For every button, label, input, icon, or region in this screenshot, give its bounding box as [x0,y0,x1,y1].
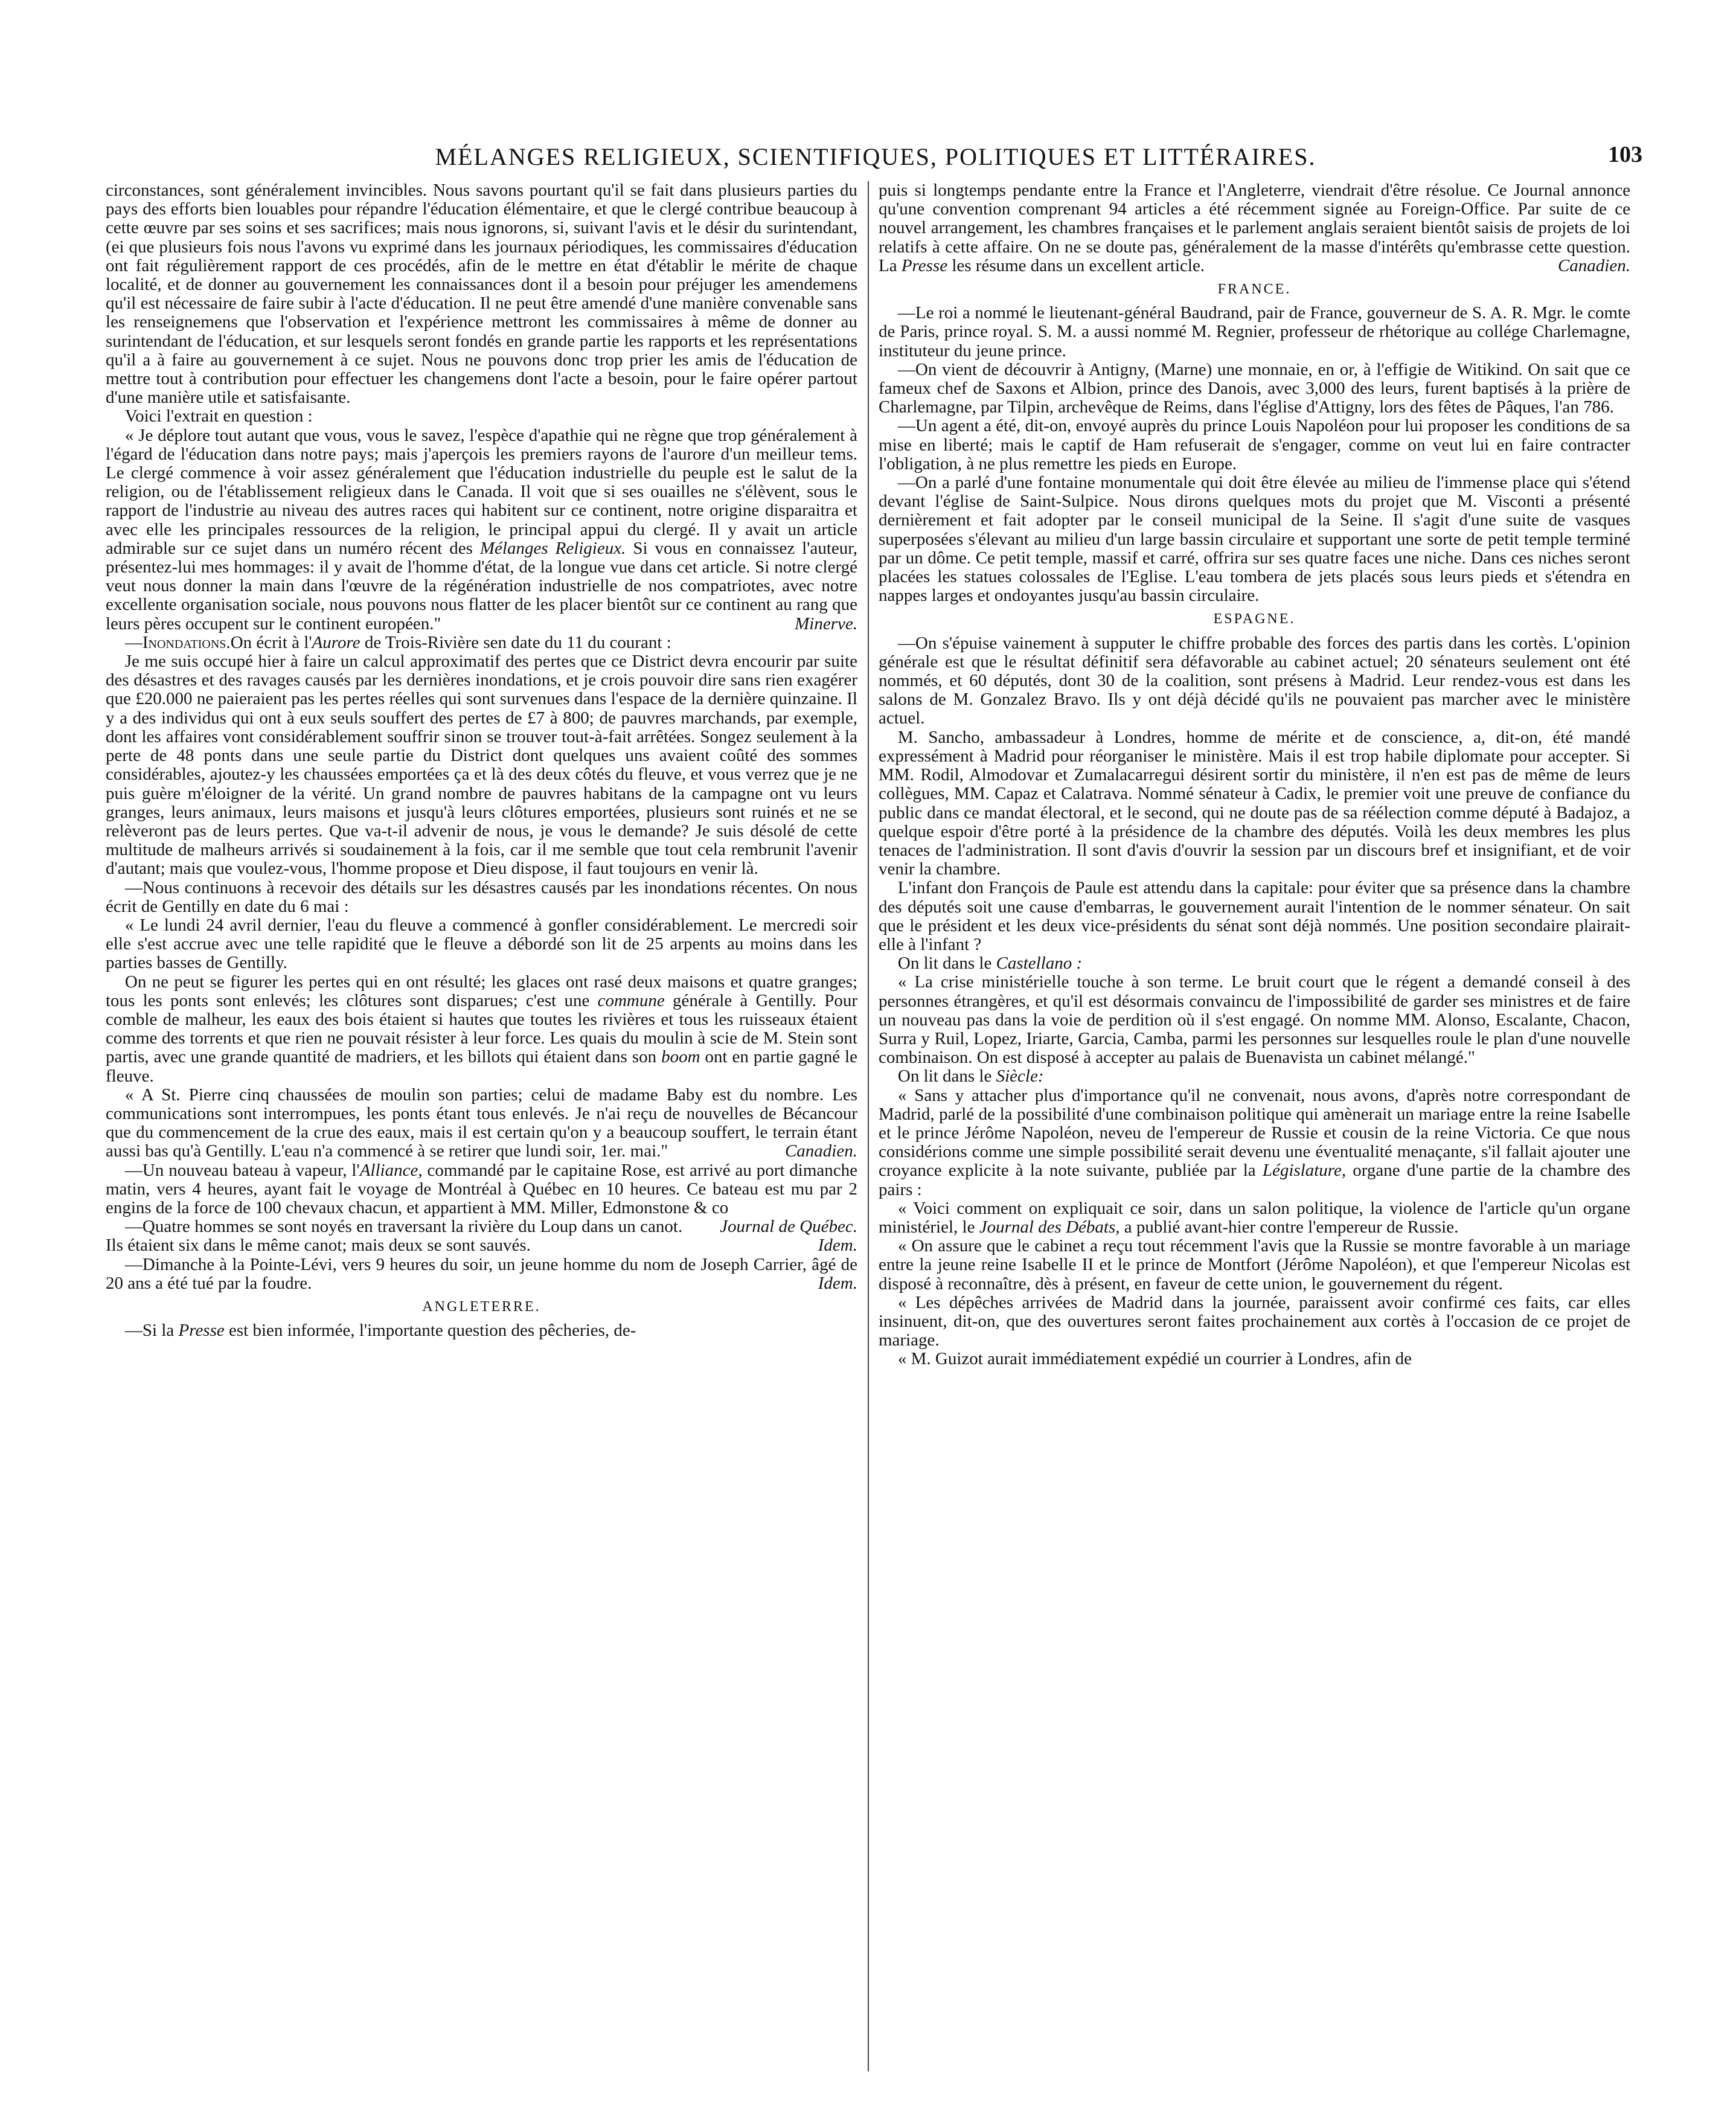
text-run: —Quatre hommes se sont noyés en traversant la rivière du Loup dans un canot. Ils étaient six dans le même canot; mais deux se sont sauvés. [106,1217,683,1255]
article-paragraph [106,973,857,1086]
article-paragraph: Voici l'extrait en question : [124,406,313,426]
source-signature: Canadien. [784,1141,857,1161]
section-heading-angleterre: ANGLETERRE. [422,1298,541,1315]
page-header [109,138,1642,174]
article-paragraph [106,1321,857,1340]
article-paragraph [879,1067,1630,1086]
section-heading-france: FRANCE. [1217,281,1292,298]
text-run: « A St. Pierre cinq chaussées de moulin son parties; celui de madame Baby est du nombre. Les communications sont interrompues, les ponts étant tous enlevés. Je n'ai reçu de nouvelles de Bécancour que du commencement de la crue des eaux, mais il est certain qu'on y a beaucoup souffert, le terrain étant aussi bas qu'à Gentilly. L'eau n'a commencé à se retirer que lundi soir, 1er. mai." [106,1085,857,1161]
text-run: —Si la [124,1321,175,1341]
text-run: est bien informée, l'importante question des pêcheries, de- [229,1321,636,1341]
quoted-paragraph: « Les dépêches arrivées de Madrid dans la journée, paraissent avoir confirmé ces faits, car elles insinuent, dit-on, que des ouvertures seront faites prochainement aux cortès à l'occasion de ce projet de mariage. [879,1292,1630,1350]
article-paragraph: L'infant don François de Paule est attendu dans la capitale: pour éviter que sa présence dans la chambre des députés soit une cause d'embarras, le gouvernement aurait l'intention de le nommer sénateur. On sait que le président et les deux vice-présidents du sénat sont déjà nommés. Une position secondaire plairait-elle à l'infant ? [879,878,1630,954]
column-divider [868,181,869,2071]
article-paragraph: —On a parlé d'une fontaine monumentale qui doit être élevée au milieu de l'immense place qui s'étend devant l'église de Saint-Sulpice. Nous dirons quelques mots du projet que M. Visconti a présenté dernièrement et fait adopter par le conseil municipal de la Seine. Il s'agit d'une suite de vasques superposées s'élevant au milieu d'un large bassin circulaire et supportant une sorte de petit temple terminé par un dôme. Ce petit temple, massif et carré, offrira sur ses quatre faces une niche. Dans ces niches seront placées les statues colossales de l'Eglise. L'eau tombera de jets placés sous leurs pieds et s'étendra en nappes larges et ondoyantes jusqu'au bassin circulaire. [879,473,1630,606]
text-run: de Trois-Rivière sen date du 11 du courant : [364,632,671,652]
quoted-paragraph [879,1199,1630,1237]
italic-run: Castellano : [996,954,1083,973]
source-signature: Journal de Québec. [720,1217,857,1237]
text-run: « Voici comment on expliquait ce soir, dans un salon politique, la violence de l'article qu'un organe ministériel, le [879,1198,1630,1237]
quoted-paragraph [879,1086,1630,1199]
text-run: On écrit à l' [230,632,312,652]
italic-run: commune [597,990,665,1010]
article-paragraph: Je me suis occupé hier à faire un calcul approximatif des pertes que ce District devra encourir par suite des désastres et des ravages causés par les dernières inondations, et je crois pouvoir dire sans rien exagérer que £20.000 ne paieraient pas les pertes réelles qui sont survenues dans l'espace de la dernière quinzaine. Il y a des individus qui ont à eux seuls souffert des pertes de £7 à 800; de pauvres marchands, par exemple, dont les affaires vont considérablement souffrir sinon se trouver tout-à-fait arrêtées. Songez seulement à la perte de 48 ponts dans une seule partie du District dont quelques uns avaient coûté des sommes considérables, ajoutez-y les chaussées emportées ça et là des deux côtés du fleuve, et vous verrez que je ne puis guère m'éloigner de la vérité. Un grand nombre de pauvres habitans de la campagne ont vu leurs granges, leurs animaux, leurs maisons et jusqu'à leurs clôtures emportées, plusieurs sont ruinés et ne se relèveront pas de leurs pertes. Que va-t-il advenir de nous, je vous le demande? Je suis désolé de cette multitude de malheurs arrivés si soudainement à la fois, car il me semble que tout cela rembrunit l'avenir d'autant; mais que voulez-vous, l'homme propose et Dieu dispose, il faut toujours en venir là. [106,652,857,879]
italic-run: Presse [901,255,948,275]
italic-run: Alliance, [359,1160,423,1180]
article-paragraph [106,1086,857,1161]
text-run: On ne peut se figurer les pertes qui en ont résulté; les glaces ont rasé deux maisons et quatre granges; tous les ponts sont enlevés; les clôtures sont disparues; c'est une [106,972,857,1010]
page-number: 103 [1608,142,1642,167]
text-run: On lit dans le [897,1066,992,1086]
text-run: les résume dans un excellent article. [952,255,1205,275]
text-run: générale à Gentilly. Pour comble de malheur, les eaux des bois étaient si hautes que toutes les rivières et tous les ruisseaux étaient comme des torrents et que rien ne pouvait résister à leur force. Les quais du moulin à scie de M. Stein sont partis, avec une grande quantité de madriers, et les billots qui étaient dans son [106,990,857,1067]
text-run: a publié avant-hier contre l'empereur de Russie. [1124,1217,1459,1237]
article-paragraph: —Nous continuons à recevoir des détails sur les désastres causés par les inondations récentes. On nous écrit de Gentilly en date du 6 mai : [106,877,857,916]
right-column [879,181,1630,2071]
italic-run: Aurore [312,632,360,652]
article-paragraph: —On vient de découvrir à Antigny, (Marne) une monnaie, en or, à l'effigie de Witikind. On sait que ce fameux chef de Saxons et Albion, prince des Danois, avec 3,000 des leurs, furent baptisés à la prière de Charlemagne, par Tilpin, archevêque de Reims, dans l'église d'Attigny, lors des fêtes de Pâques, l'an 786. [879,359,1630,417]
source-signature: Canadien. [1557,255,1630,275]
left-column [106,181,857,2071]
quoted-letter [106,426,857,633]
text-run: organe d'une partie de la chambre des pairs : [879,1161,1630,1199]
text-run: « Sans y attacher plus d'importance qu'il ne convenait, nous avons, d'après notre correspondant de Madrid, parlé de la possibilité d'une combinaison politique qui amènerait un mariage entre la reine Isabelle et le prince Jérôme Napoléon, neveu de l'empereur de Russie et cousin de la reine Victoria. Ce que nous considérions comme une simple possibilité serait devenu une éventualité menaçante, s'il fallait ajouter une croyance explicite à la note suivante, publiée par la [879,1085,1630,1181]
quoted-paragraph: « On assure que le cabinet a reçu tout récemment l'avis que la Russie se montre favorable à un mariage entre la jeune reine Isabelle II et le prince de Montfort (Jérôme Napoléon), et que l'empereur Nicolas est disposé à reconnaître, dès à présent, en faveur de cette union, le gouvernement du régent. [879,1236,1630,1294]
section-heading-espagne: ESPAGNE. [1213,611,1296,627]
italic-run: boom [661,1047,700,1067]
quoted-paragraph: « M. Guizot aurait immédiatement expédié un courrier à Londres, afin de [897,1349,1412,1369]
article-paragraph: M. Sancho, ambassadeur à Londres, homme de mérite et de conscience, a, dit-on, été mandé expressément à Madrid pour réorganiser le ministère. Mais il est trop habile diplomate pour accepter. Si MM. Rodil, Almodovar et Zumalacarregui désirent sortir du ministère, il n'en est pas de même de leurs collègues, MM. Capaz et Calatrava. Nommé sénateur à Cadix, le premier voit une preuve de confiance du public dans ce mandat électoral, et le second, qui ne doute pas de sa réélection comme député à Badajoz, a quelque espoir d'être porté à la présidence de la chambre des députés. Voilà les deux membres les plus tenaces de l'administration. Il sont d'avis d'ouvrir la session par un discours bref et insignifiant, et de voir venir la chambre. [879,727,1630,879]
text-run: —Un nouveau bateau à vapeur, l' [124,1160,360,1180]
text-run: commandé par le capitaine Rose, est arrivé au port dimanche matin, vers 4 heures, ayant fait le voyage de Montréal à Québec en 10 heures. Ce bateau est mu par 2 engins de la force de 100 chevaux chacun, et appartient à MM. Miller, Edmonstone & co [106,1160,857,1217]
article-paragraph: circonstances, sont généralement invincibles. Nous savons pourtant qu'il se fait dans plusieurs parties du pays des efforts bien louables pour répandre l'éducation élémentaire, et que le clergé contribue beaucoup à cette œuvre par ses soins et ses sacrifices; mais nous ignorons, si, suivant l'avis et le désir du surintendant, (ei que plusieurs fois nous l'avons vu exprimé dans les journaux périodiques, les commissaires d'éducation ont fait régulièrement rapport de ces procédés, afin de le mettre en état d'établir le mérite de chaque localité, et de donner au gouvernement les connaissances dont il a besoin pour préjuger les amendemens qu'il est nécessaire de faire subir à l'acte d'éducation. Il ne peut être amendé d'une manière convenable sans les renseignemens que l'observation et l'expérience mettront les commissaires à même de donner au surintendant de l'éducation, et sur lesquels seront fondés en grande partie les rapports et les représentations qu'il a à faire au gouvernement à ce sujet. Nous ne pouvons donc trop prier les amis de l'éducation de mettre tout à contribution pour effectuer les changemens dont l'acte a besoin, pour le faire opérer partout d'une manière utile et satisfaisante. [106,181,857,408]
source-signature: Minerve. [795,614,857,633]
text-run: —Dimanche à la Pointe-Lévi, vers 9 heures du soir, un jeune homme du nom de Joseph Carrier, âgé de 20 ans a été tué par la foudre. [106,1254,857,1293]
article-paragraph: « Le lundi 24 avril dernier, l'eau du fleuve a commencé à gonfler considérablement. Le mercredi soir elle s'est accrue avec une telle rapidité que le fleuve a débordé son lit de 25 arpents au moins dans les parties basses de Gentilly. [106,915,857,973]
article-paragraph: —Le roi a nommé le lieutenant-général Baudrand, pair de France, gouverneur de S. A. R. Mgr. le comte de Paris, prince royal. S. M. a aussi nommé M. Regnier, professeur de rhétorique au collége Charlemagne, instituteur du jeune prince. [879,303,1630,361]
text-run: On lit dans le [897,954,992,973]
italic-run: Presse [178,1321,225,1341]
article-paragraph [106,633,857,652]
text-run: Si vous en connaissez l'auteur, présentez-lui mes hommages: il y avait de l'homme d'état, de la longue vue dans cet article. Si notre clergé veut nous donner la main dans l'œuvre de la régénération industrielle de nos compatriotes, avec notre excellente organisation sociale, nous pouvons nous flatter de les placer bientôt sur ce continent au rang que leurs pères occupent sur le continent européen." [106,538,857,633]
article-paragraph [106,1255,857,1293]
text-run: ont en partie gagné le fleuve. [106,1047,857,1086]
article-paragraph [879,954,1630,973]
text-run: puis si longtemps pendante entre la France et l'Angleterre, viendrait d'être résolue. Ce Journal annonce qu'une convention comprenant 94 articles a été récemment signée au Foreign-Office. Par suite de ce nouvel arrangement, les chambres françaises et le parlement anglais seraient bientôt saisis de projets de loi relatifs à cette affaire. On ne se doute pas, généralement de la masse d'intérêts qu'embrasse cette question. La [879,181,1630,275]
source-signature: Idem. [818,1236,857,1255]
source-signature: Idem. [818,1273,857,1293]
italic-run: Siècle: [996,1066,1044,1086]
italic-run: Journal des Débats, [979,1217,1120,1237]
italic-run: Mélanges Religieux. [479,538,626,558]
italic-run: Législature, [1262,1161,1347,1181]
article-paragraph: —On s'épuise vainement à supputer le chiffre probable des forces des partis dans les cortès. L'opinion générale est que le résultat définitif sera défavorable au cabinet actuel; 20 sénateurs seulement ont été nommés, et 60 députés, dont 30 de la coalition, sont présens à Madrid. Leur rendez-vous est dans les salons de M. Gonzalez Bravo. Ils y ont déjà décidé qu'ils ne pouvaient pas marcher avec le ministère actuel. [879,633,1630,728]
article-paragraph: —Un agent a été, dit-on, envoyé auprès du prince Louis Napoléon pour lui proposer les conditions de sa mise en liberté; mais le captif de Ham refuserait de s'engager, comme on veut lui en faire contracter l'obligation, à ne plus remettre les pieds en Europe. [879,416,1630,473]
running-title: MÉLANGES RELIGIEUX, SCIENTIFIQUES, POLITIQUES ET LITTÉRAIRES. [435,143,1316,170]
section-lead: —Inondations. [124,632,231,652]
text-run: « Je déplore tout autant que vous, vous le savez, l'espèce d'apathie qui ne règne que trop généralement à l'égard de l'éducation dans notre pays; mais j'aperçois les premiers rayons de l'aurore d'un meilleur tems. Le clergé commence à voir assez généralement que l'éducation industrielle du peuple est le salut de la religion, ou de l'établissement religieux dans le Canada. Il voit que si ses ouailles ne s'élèvent, sous le rapport de l'industrie au niveau des autres races qui habitent sur ce continent, notre origine disparaitra et avec elle les principales ressources de la religion, le principal appui du clergé. Il y avait un article admirable sur ce sujet dans un numéro récent des [106,425,857,558]
article-paragraph [879,181,1630,275]
quoted-paragraph: « La crise ministérielle touche à son terme. Le bruit court que le régent a demandé conseil à des personnes étrangères, et qu'il est désormais convaincu de l'impossibilité de garder ses ministres et de faire un nouveau pas dans la voie de perdition où il s'est engagé. On nomme MM. Alonso, Escalante, Chacon, Surra y Ruil, Lopez, Iriarte, Garcia, Camba, parmi les personnes sur lesquelles roule le plan d'une nouvelle combinaison. On est disposé à accepter au palais de Buenavista un cabinet mélangé." [879,972,1630,1068]
